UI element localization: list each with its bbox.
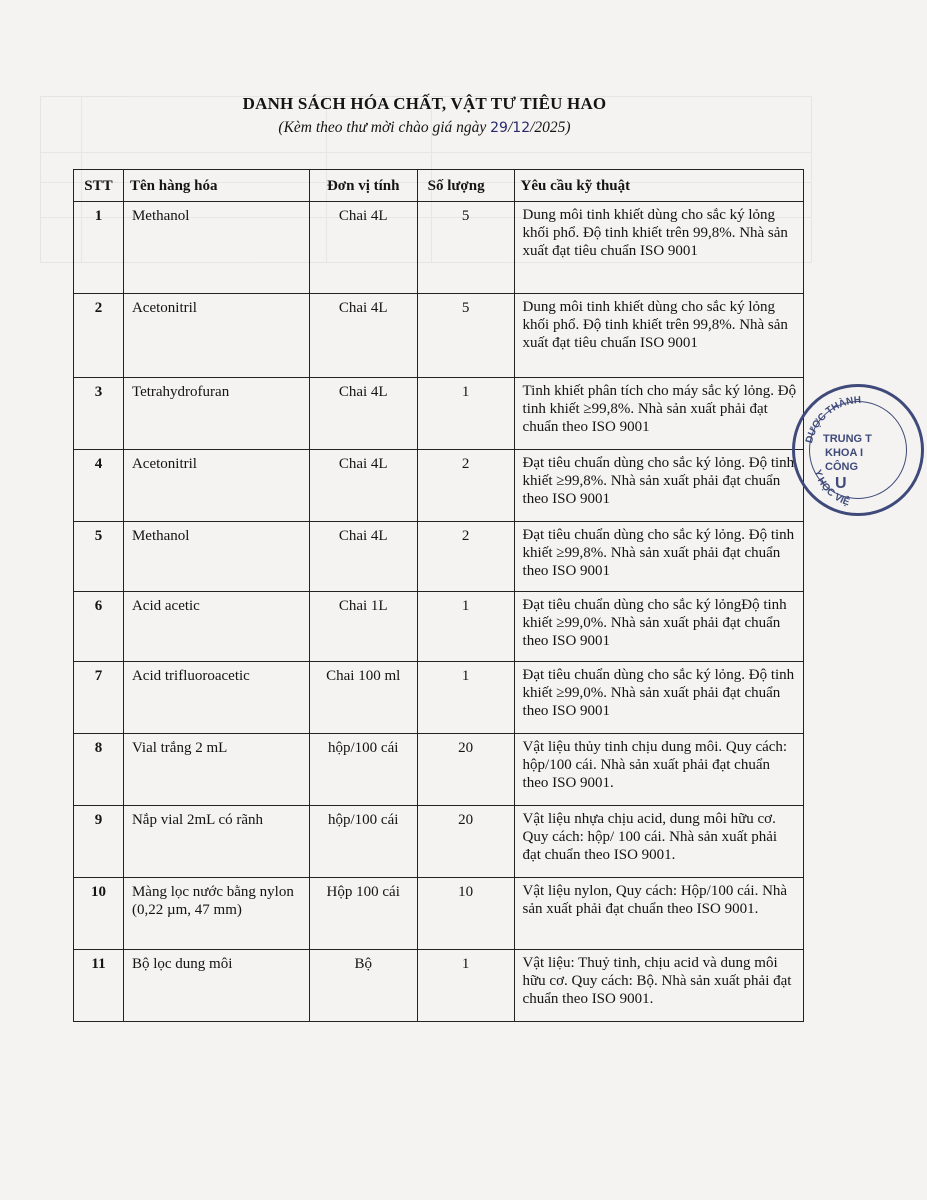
subtitle-sep: / bbox=[507, 119, 513, 136]
table-row bbox=[74, 662, 804, 734]
cell-name: Nắp vial 2mL có rãnh bbox=[123, 806, 309, 878]
table-row bbox=[74, 522, 804, 592]
table-row bbox=[74, 294, 804, 378]
cell-stt: 7 bbox=[74, 662, 124, 734]
table-row bbox=[74, 878, 804, 950]
cell-qty: 20 bbox=[417, 806, 514, 878]
cell-name: Methanol bbox=[123, 202, 309, 294]
table-row bbox=[74, 950, 804, 1022]
cell-stt: 8 bbox=[74, 734, 124, 806]
cell-req: Đạt tiêu chuẩn dùng cho sắc ký lỏngĐộ tinh khiết ≥99,0%. Nhà sản xuất phải đạt chuẩn theo ISO 9001 bbox=[514, 592, 803, 662]
cell-req: Vật liệu: Thuỷ tinh, chịu acid và dung môi hữu cơ. Quy cách: Bộ. Nhà sản xuất phải đạt chuẩn theo ISO 9001. bbox=[514, 950, 803, 1022]
cell-name: Acetonitril bbox=[123, 450, 309, 522]
seal-line-3: CÔNG bbox=[825, 461, 858, 473]
seal-line-4: U bbox=[835, 475, 847, 492]
cell-req: Đạt tiêu chuẩn dùng cho sắc ký lỏng. Độ tinh khiết ≥99,0%. Nhà sản xuất phải đạt chuẩn theo ISO 9001 bbox=[514, 662, 803, 734]
cell-unit: hộp/100 cái bbox=[309, 734, 417, 806]
chemicals-table bbox=[73, 169, 804, 1022]
cell-req: Vật liệu thủy tinh chịu dung môi. Quy cách: hộp/100 cái. Nhà sản xuất phải đạt chuẩn theo ISO 9001. bbox=[514, 734, 803, 806]
table-row bbox=[74, 450, 804, 522]
handwritten-month: 12 bbox=[512, 120, 531, 136]
cell-qty: 2 bbox=[417, 450, 514, 522]
cell-qty: 2 bbox=[417, 522, 514, 592]
table-row bbox=[74, 806, 804, 878]
handwritten-day: 29 bbox=[490, 120, 508, 136]
cell-unit: Chai 1L bbox=[309, 592, 417, 662]
cell-stt: 11 bbox=[74, 950, 124, 1022]
cell-req: Tinh khiết phân tích cho máy sắc ký lỏng. Độ tinh khiết ≥99,8%. Nhà sản xuất phải đạt chuẩn theo ISO 9001 bbox=[514, 378, 803, 450]
seal-top-text: DƯỢC THÀNH bbox=[804, 394, 862, 445]
cell-req: Dung môi tinh khiết dùng cho sắc ký lỏng khối phổ. Độ tinh khiết trên 99,8%. Nhà sản xuất đạt tiêu chuẩn ISO 9001 bbox=[514, 294, 803, 378]
cell-stt: 9 bbox=[74, 806, 124, 878]
cell-name: Acid acetic bbox=[123, 592, 309, 662]
cell-req: Dung môi tinh khiết dùng cho sắc ký lỏng khối phổ. Độ tinh khiết trên 99,8%. Nhà sản xuất đạt tiêu chuẩn ISO 9001 bbox=[514, 202, 803, 294]
table-row bbox=[74, 378, 804, 450]
cell-name: Tetrahydrofuran bbox=[123, 378, 309, 450]
cell-req: Vật liệu nhựa chịu acid, dung môi hữu cơ. Quy cách: hộp/ 100 cái. Nhà sản xuất phải đạt chuẩn theo ISO 9001. bbox=[514, 806, 803, 878]
seal-line-2: KHOA I bbox=[825, 447, 864, 459]
cell-unit: Chai 100 ml bbox=[309, 662, 417, 734]
cell-unit: Chai 4L bbox=[309, 450, 417, 522]
cell-stt: 3 bbox=[74, 378, 124, 450]
cell-qty: 5 bbox=[417, 294, 514, 378]
header-unit: Đơn vị tính bbox=[309, 170, 417, 202]
cell-unit: hộp/100 cái bbox=[309, 806, 417, 878]
cell-qty: 5 bbox=[417, 202, 514, 294]
cell-qty: 10 bbox=[417, 878, 514, 950]
cell-name: Methanol bbox=[123, 522, 309, 592]
cell-unit: Chai 4L bbox=[309, 202, 417, 294]
cell-unit: Chai 4L bbox=[309, 522, 417, 592]
table-header-row bbox=[74, 170, 804, 202]
seal-line-1: TRUNG T bbox=[823, 433, 872, 445]
institution-seal bbox=[792, 384, 924, 516]
cell-qty: 1 bbox=[417, 378, 514, 450]
cell-stt: 5 bbox=[74, 522, 124, 592]
cell-qty: 1 bbox=[417, 950, 514, 1022]
header-req: Yêu cầu kỹ thuật bbox=[514, 170, 803, 202]
cell-name: Màng lọc nước bằng nylon (0,22 µm, 47 mm) bbox=[123, 878, 309, 950]
cell-stt: 2 bbox=[74, 294, 124, 378]
table-row bbox=[74, 734, 804, 806]
cell-unit: Chai 4L bbox=[309, 378, 417, 450]
subtitle-suffix: /2025) bbox=[530, 119, 571, 136]
cell-unit: Bộ bbox=[309, 950, 417, 1022]
header-stt: STT bbox=[74, 170, 124, 202]
cell-name: Acetonitril bbox=[123, 294, 309, 378]
cell-name: Acid trifluoroacetic bbox=[123, 662, 309, 734]
cell-stt: 6 bbox=[74, 592, 124, 662]
table-row bbox=[74, 202, 804, 294]
cell-name: Bộ lọc dung môi bbox=[123, 950, 309, 1022]
cell-qty: 20 bbox=[417, 734, 514, 806]
header-qty: Số lượng bbox=[417, 170, 514, 202]
cell-req: Vật liệu nylon, Quy cách: Hộp/100 cái. Nhà sản xuất phải đạt chuẩn theo ISO 9001. bbox=[514, 878, 803, 950]
cell-unit: Chai 4L bbox=[309, 294, 417, 378]
cell-req: Đạt tiêu chuẩn dùng cho sắc ký lỏng. Độ tinh khiết ≥99,8%. Nhà sản xuất phải đạt chuẩn theo ISO 9001 bbox=[514, 450, 803, 522]
document-subtitle bbox=[0, 119, 849, 137]
cell-stt: 10 bbox=[74, 878, 124, 950]
seal-bottom-text: Y HỌC VIỆ bbox=[811, 468, 851, 509]
cell-unit: Hộp 100 cái bbox=[309, 878, 417, 950]
cell-stt: 1 bbox=[74, 202, 124, 294]
cell-req: Đạt tiêu chuẩn dùng cho sắc ký lỏng. Độ tinh khiết ≥99,8%. Nhà sản xuất phải đạt chuẩn theo ISO 9001 bbox=[514, 522, 803, 592]
cell-qty: 1 bbox=[417, 592, 514, 662]
table-row bbox=[74, 592, 804, 662]
cell-qty: 1 bbox=[417, 662, 514, 734]
document-title: DANH SÁCH HÓA CHẤT, VẬT TƯ TIÊU HAO bbox=[242, 94, 607, 113]
cell-stt: 4 bbox=[74, 450, 124, 522]
cell-name: Vial trắng 2 mL bbox=[123, 734, 309, 806]
header-name: Tên hàng hóa bbox=[123, 170, 309, 202]
subtitle-prefix: (Kèm theo thư mời chào giá ngày bbox=[278, 119, 491, 136]
